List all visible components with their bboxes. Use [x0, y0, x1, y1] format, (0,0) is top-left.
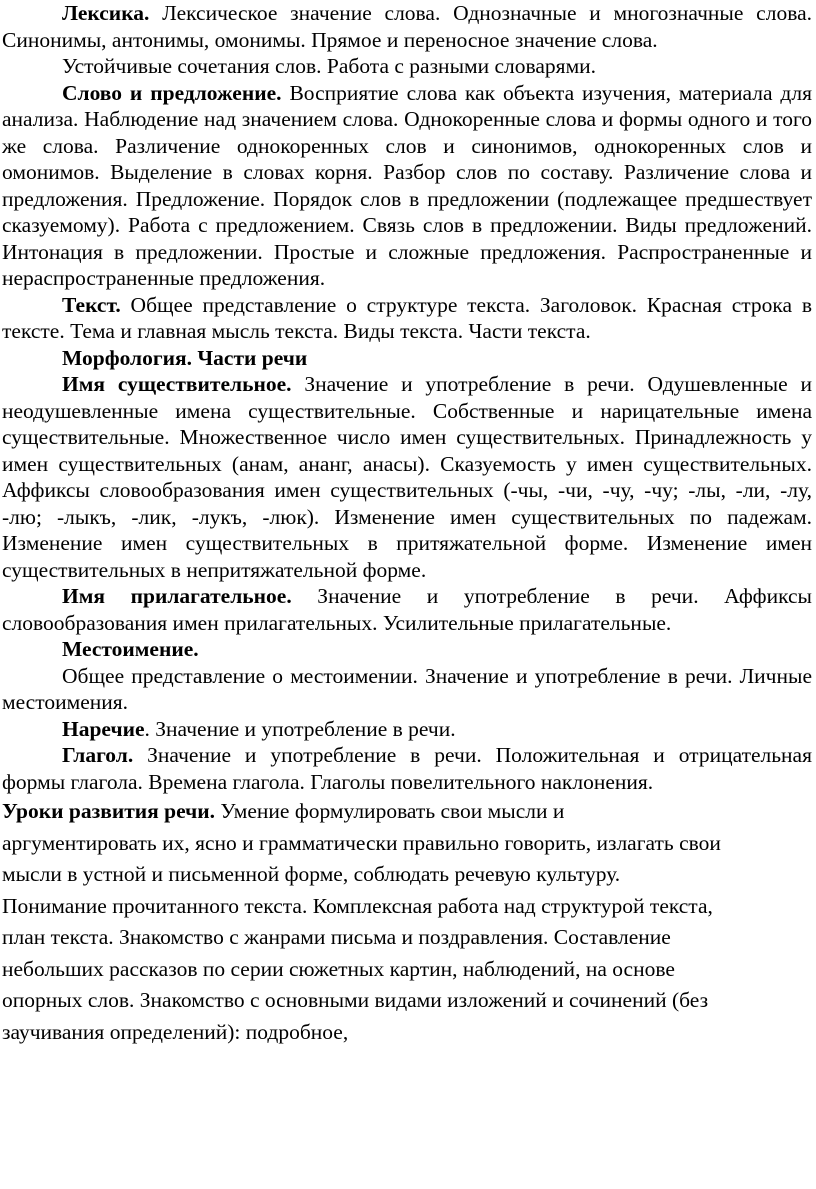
- text-leksika: Лексическое значение слова. Однозначные и многозначные слова. Синонимы, антонимы, омонимы. Прямое и переносное значение слова.: [2, 1, 812, 52]
- document-page: [2, 0, 812, 1048]
- text-sushchestvitelnoe: Значение и употребление в речи. Одушевленные и неодушевленные имена существительные. Собственные и нарицательные имена существительные. Множественное число имен существительных. Принадлежность у имен существительных (анам, ананг, анасы). Сказуемость у имен существительных. Аффиксы словообразования имен существительных (-чы, -чи, -чу, -чу; -лы, -ли, -лу, -лю; -лыкъ, -лик, -лукъ, -люк). Изменение имен существительных по падежам. Изменение имен существительных в притяжательной форме. Изменение имен существительных в непритяжательной форме.: [2, 372, 812, 582]
- heading-lessons: Уроки развития речи.: [2, 799, 216, 823]
- heading-sushchestvitelnoe: Имя существительное.: [62, 372, 292, 396]
- paragraph-narechie: [2, 716, 812, 743]
- heading-narechie: Наречие: [62, 716, 145, 741]
- paragraph-tekst: [2, 292, 812, 345]
- heading-leksika: Лексика.: [62, 1, 150, 25]
- section-lessons: [2, 796, 812, 1048]
- paragraph-leksika: [2, 0, 812, 53]
- text-glagol: Значение и употребление в речи. Положительная и отрицательная формы глагола. Времена глагола. Глаголы повелительного наклонения.: [2, 743, 812, 794]
- text-prilagatelnoe: Значение и употребление в речи. Аффиксы словообразования имен прилагательных. Усилительные прилагательные.: [2, 584, 813, 635]
- text-ustoichivye: Устойчивые сочетания слов. Работа с разными словарями.: [62, 54, 597, 78]
- lessons-line: заучивания определений): подробное,: [2, 1019, 349, 1044]
- paragraph-sushchestvitelnoe: [2, 371, 812, 583]
- heading-mestoimenie: Местоимение.: [62, 637, 199, 661]
- heading-slovo: Слово и предложение.: [62, 80, 282, 105]
- lessons-line: [2, 796, 812, 828]
- lessons-line: опорных слов. Знакомство с основными видами изложений и сочинений (без: [2, 988, 709, 1012]
- lessons-line: аргументировать их, ясно и грамматически правильно говорить, излагать свои: [2, 830, 721, 855]
- lessons-line: план текста. Знакомство с жанрами письма и поздравления. Составление: [2, 925, 671, 949]
- paragraph-mestoimenie: [2, 663, 812, 716]
- lessons-line: Понимание прочитанного текста. Комплексная работа над структурой текста,: [2, 893, 713, 918]
- heading-glagol: Глагол.: [62, 743, 134, 767]
- text-mestoimenie: Общее представление о местоимении. Значение и употребление в речи. Личные местоимения.: [2, 663, 812, 714]
- paragraph-prilagatelnoe: [2, 583, 812, 636]
- text-narechie: . Значение и употребление в речи.: [144, 716, 456, 741]
- lessons-line-text: Умение формулировать свои мысли и: [215, 799, 565, 823]
- heading-tekst: Текст.: [62, 292, 121, 317]
- paragraph-glagol: [2, 742, 812, 795]
- text-tekst: Общее представление о структуре текста. Заголовок. Красная строка в тексте. Тема и главная мысль текста. Виды текста. Части текста.: [2, 292, 812, 343]
- paragraph-slovo: [2, 80, 812, 292]
- text-slovo: Восприятие слова как объекта изучения, материала для анализа. Наблюдение над значением слова. Однокоренные слова и формы одного и того же слова. Различение однокоренных слов и синонимов, однокоренных слов и омонимов. Выделение в словах корня. Разбор слов по составу. Различение слова и предложения. Предложение. Порядок слов в предложении (подлежащее предшествует сказуемому). Работа с предложением. Связь слов в предложении. Виды предложений. Интонация в предложении. Простые и сложные предложения. Распространенные и нераспространенные предложения.: [2, 80, 812, 290]
- paragraph-ustoichivye: [2, 53, 812, 80]
- heading-prilagatelnoe: Имя прилагательное.: [62, 584, 292, 608]
- lessons-line: небольших рассказов по серии сюжетных картин, наблюдений, на основе: [2, 956, 675, 981]
- lessons-line: мысли в устной и письменной форме, соблюдать речевую культуру.: [2, 862, 621, 886]
- heading-morfologiya: Морфология. Части речи: [62, 345, 308, 370]
